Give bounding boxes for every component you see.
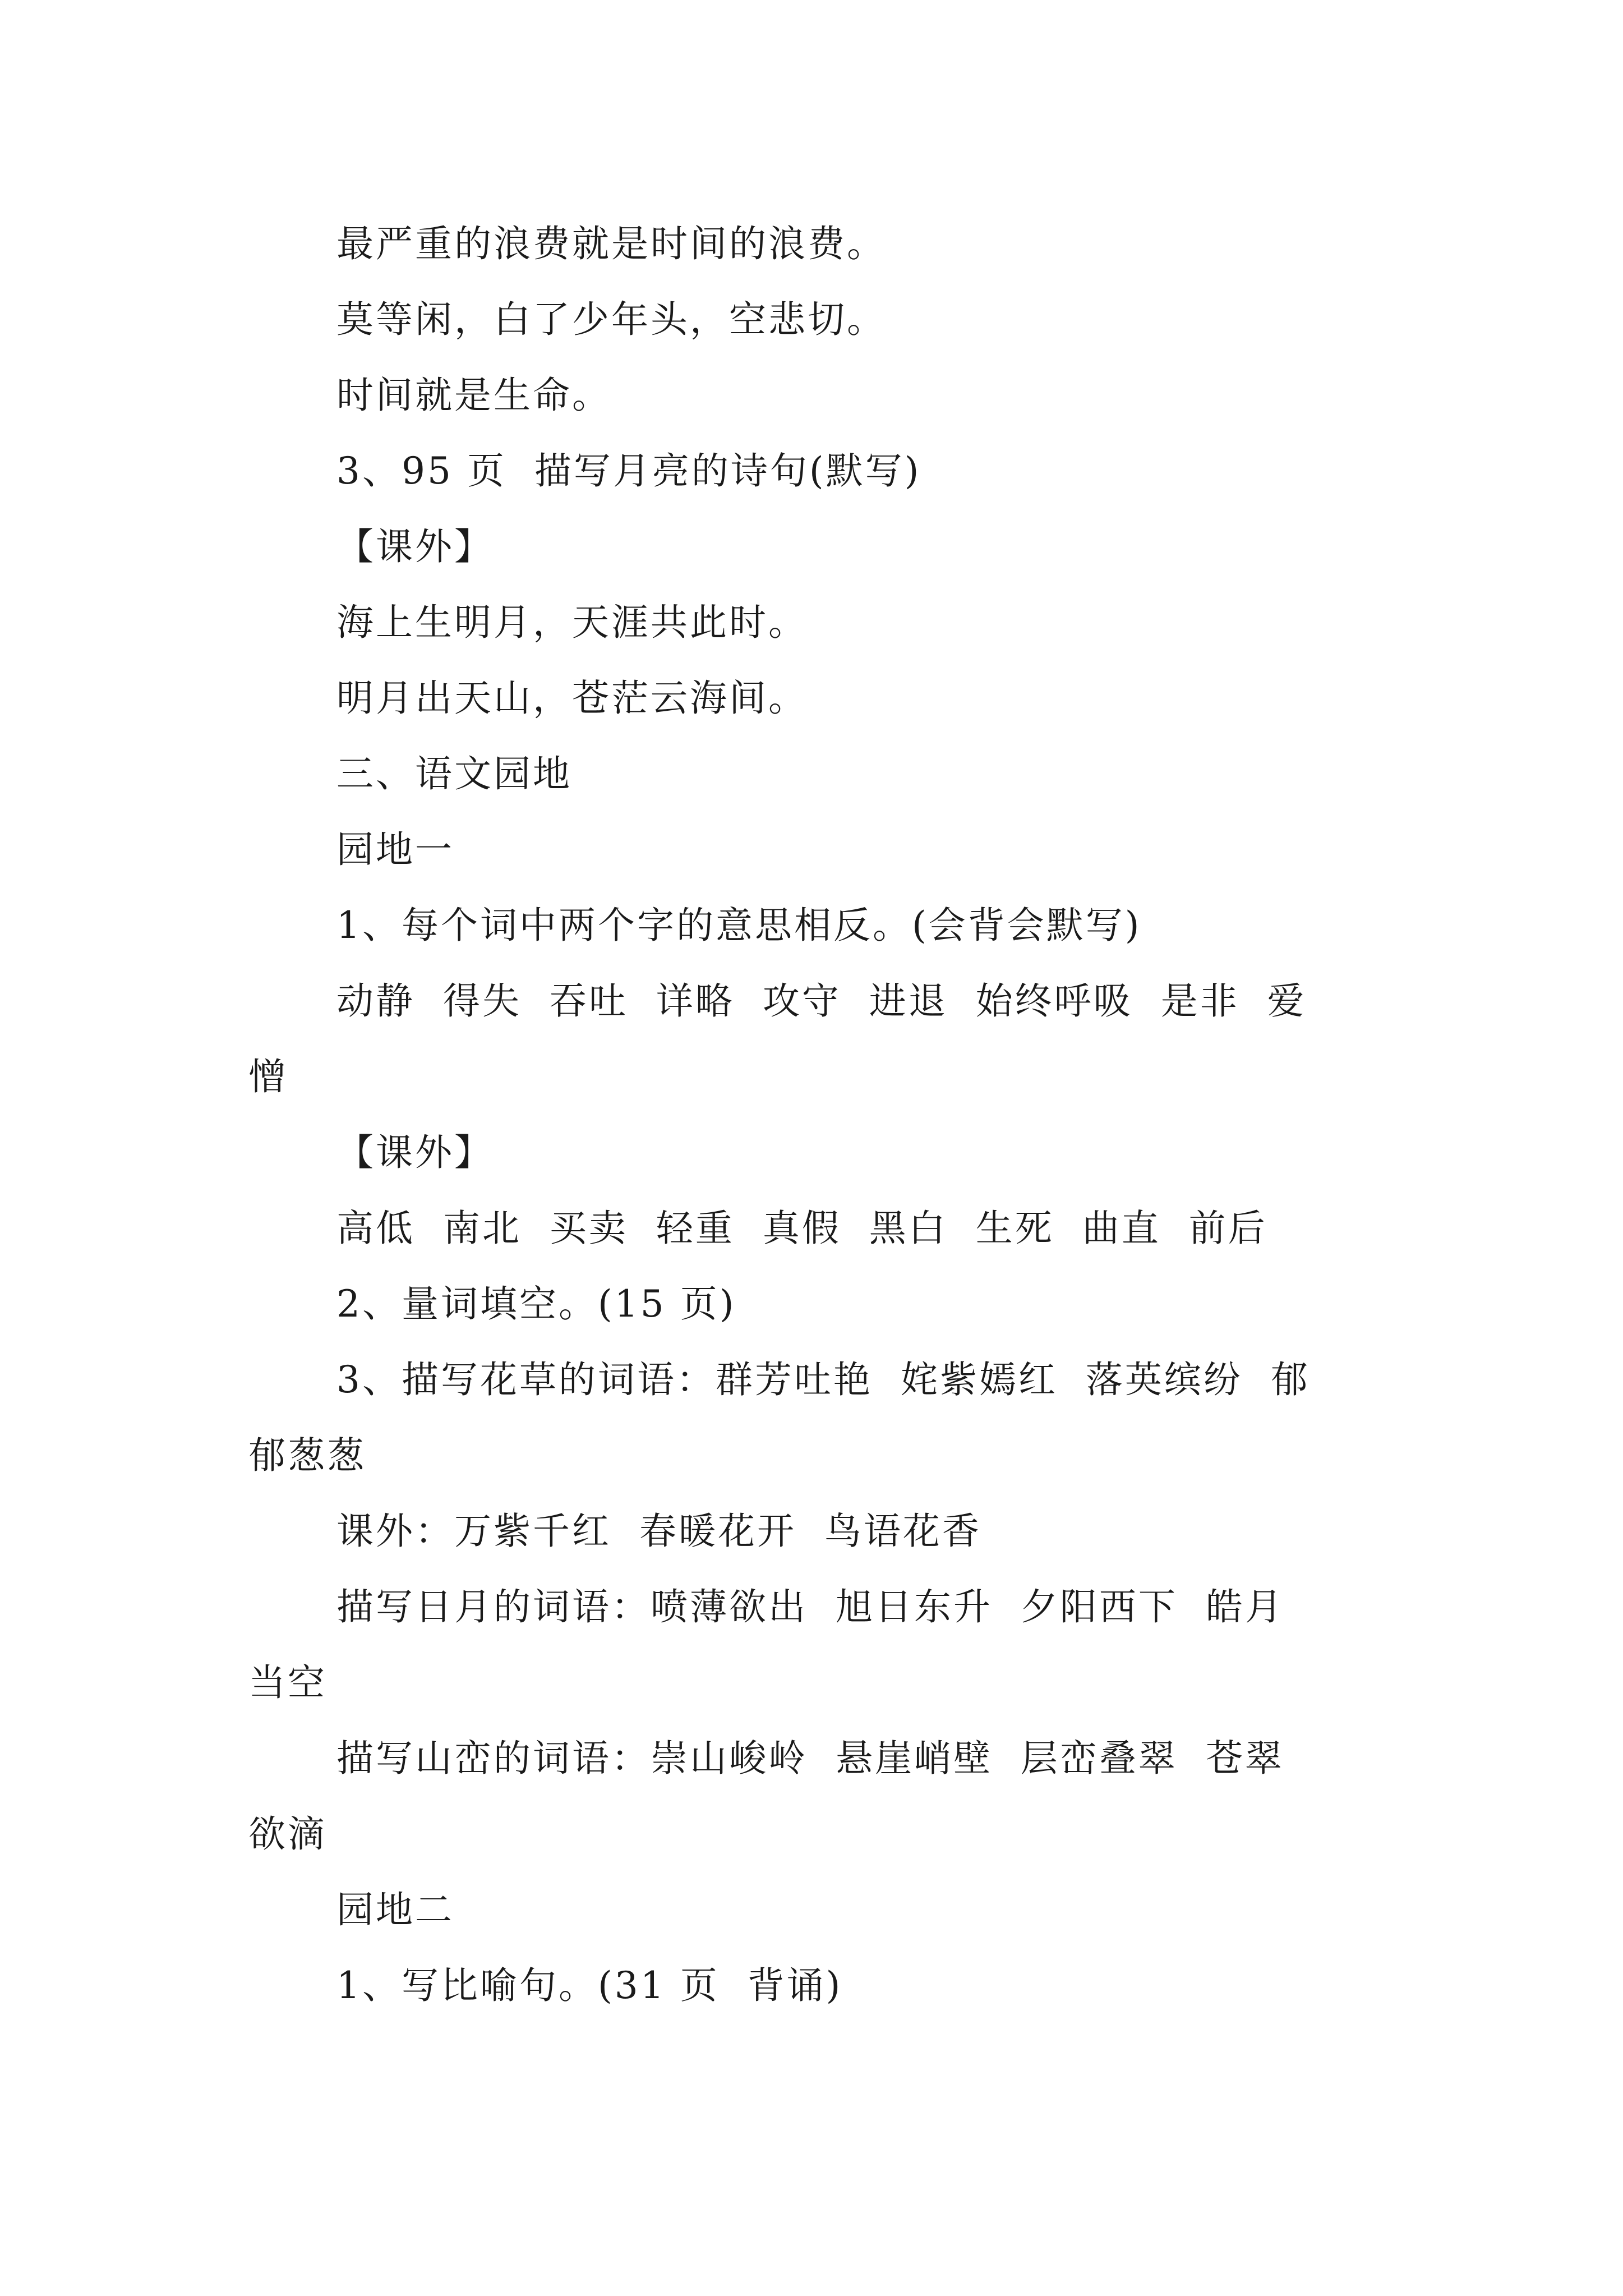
text-line: 描写山峦的词语：崇山峻岭 悬崖峭壁 层峦叠翠 苍翠 [336, 1737, 1284, 1780]
text-line: 2、量词填空。(15 页) [336, 1282, 736, 1326]
text-line: 1、每个词中两个字的意思相反。(会背会默写) [336, 904, 1142, 947]
text-line: 欲滴 [248, 1812, 327, 1856]
text-line: 莫等闲，白了少年头，空悲切。 [336, 298, 886, 341]
text-line: 【课外】 [336, 525, 494, 568]
text-line: 海上生明月，天涯共此时。 [336, 601, 808, 644]
subsection-heading: 园地二 [336, 1888, 454, 1931]
text-line: 3、95 页 描写月亮的诗句(默写) [336, 449, 921, 493]
text-line: 高低 南北 买卖 轻重 真假 黑白 生死 曲直 前后 [336, 1207, 1267, 1250]
text-line: 描写日月的词语：喷薄欲出 旭日东升 夕阳西下 皓月 [336, 1585, 1284, 1628]
section-heading: 三、语文园地 [336, 752, 572, 795]
text-line: 课外：万紫千红 春暖花开 鸟语花香 [336, 1510, 981, 1553]
text-line: 3、描写花草的词语：群芳吐艳 姹紫嫣红 落英缤纷 郁 [336, 1358, 1310, 1401]
subsection-heading: 园地一 [336, 828, 454, 871]
text-line: 郁葱葱 [248, 1434, 366, 1477]
text-line: 时间就是生命。 [336, 374, 611, 417]
text-line: 【课外】 [336, 1131, 494, 1174]
text-line: 动静 得失 吞吐 详略 攻守 进退 始终呼吸 是非 爱 [336, 979, 1307, 1023]
text-line: 最严重的浪费就是时间的浪费。 [336, 222, 886, 265]
text-line: 憎 [248, 1055, 288, 1098]
text-line: 当空 [248, 1661, 327, 1704]
text-line: 明月出天山，苍茫云海间。 [336, 677, 808, 720]
text-line: 1、写比喻句。(31 页 背诵) [336, 1964, 843, 2007]
